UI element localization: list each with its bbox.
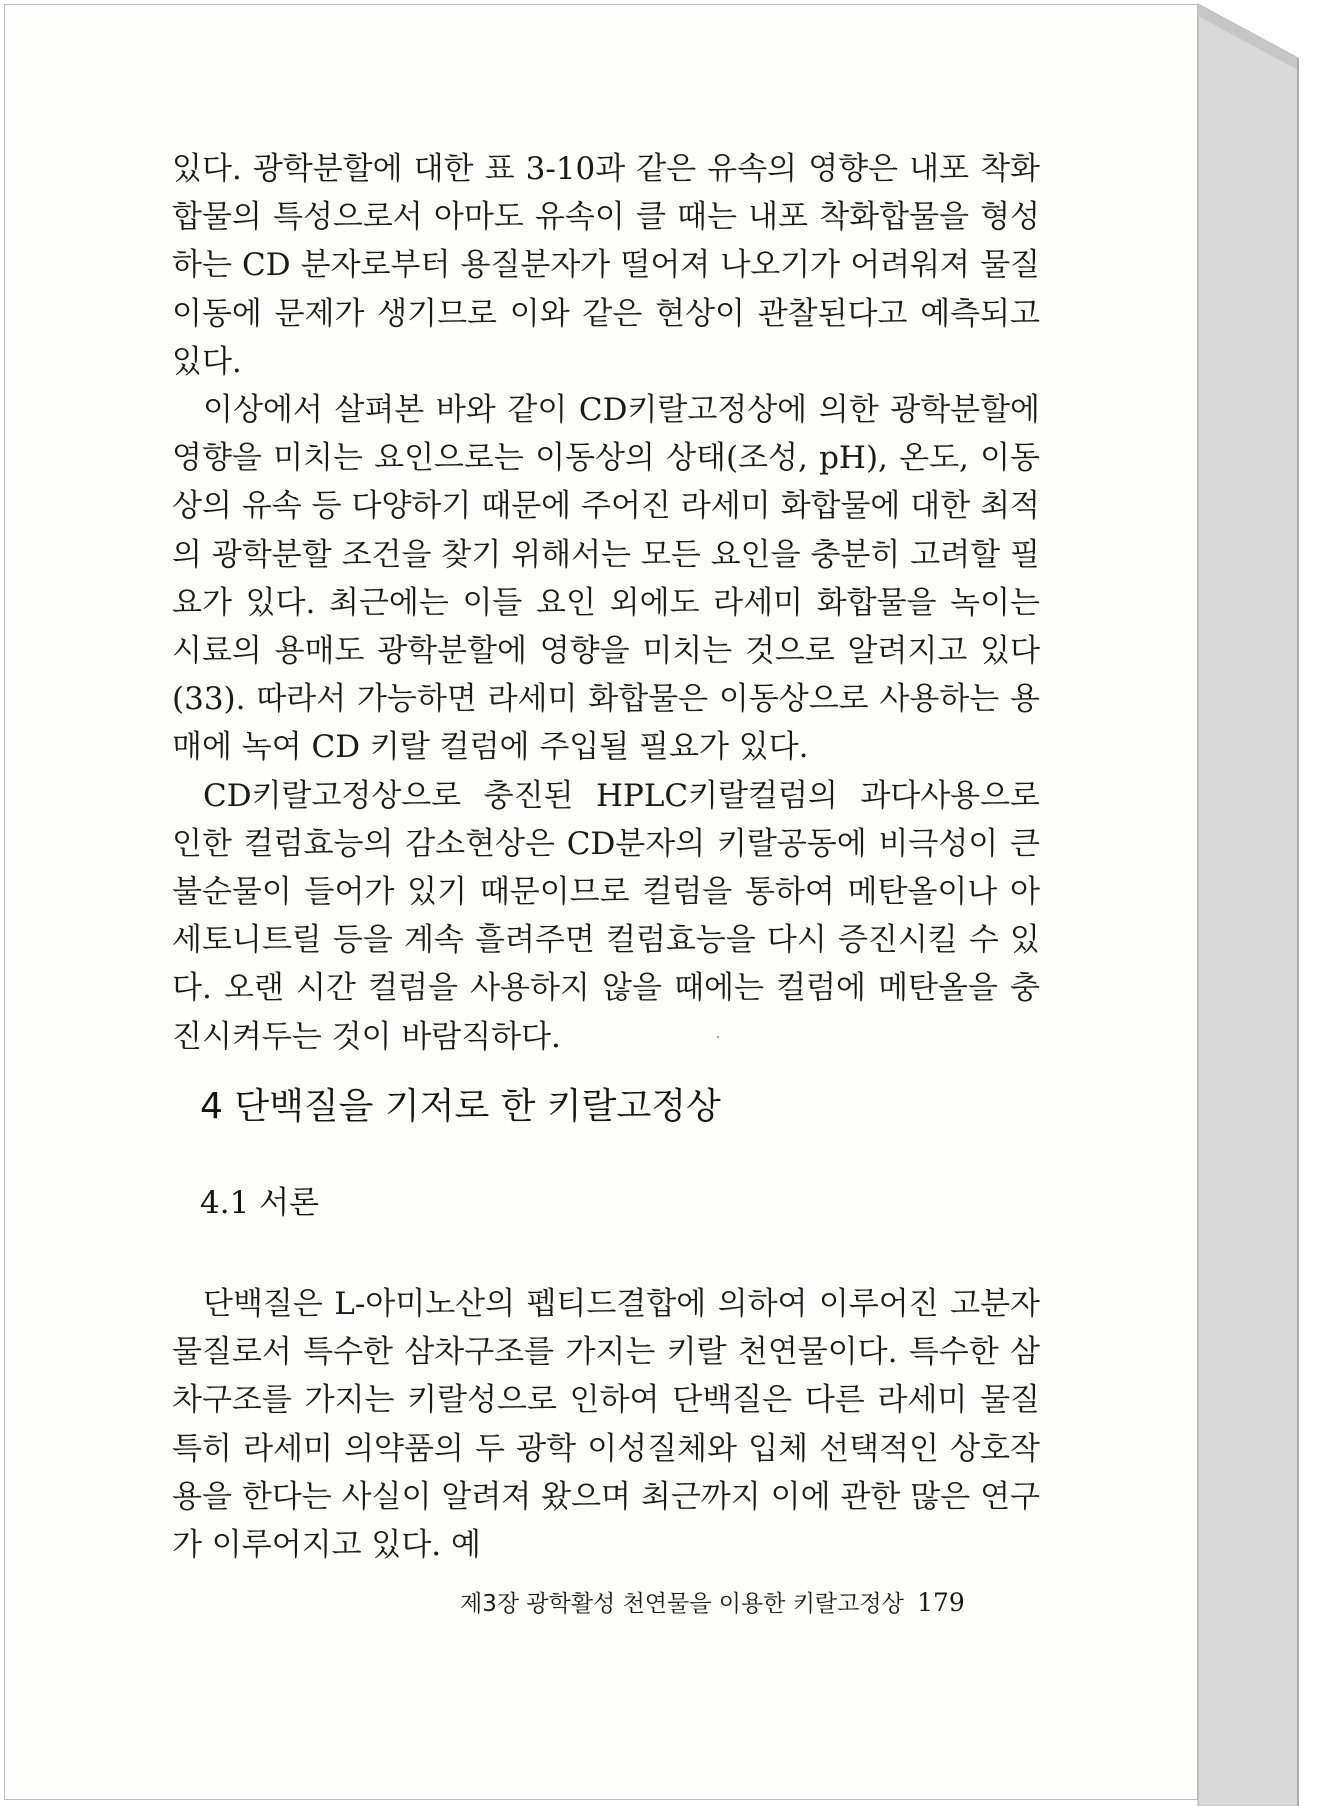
section-heading: 4 단백질을 기저로 한 키랄고정상 [200,1086,721,1127]
scan-speck [717,1036,719,1038]
paragraph-2: 이상에서 살펴본 바와 같이 CD키랄고정상에 의한 광학분할에 영향을 미치는 요인으로는 이동상의 상태(조성, pH), 온도, 이동상의 유속 등 다양하기 때문에 주어진 라세미 화합물에 대한 최적의 광학분할 조건을 찾기 위해서는 모든 요인을 충분히 고려할 필요가 있다. 최근에는 이들 요인 외에도 라세미 화합물을 녹이는 시료의 용매도 광학분할에 영향을 미치는 것으로 알려지고 있다(33). 따라서 가능하면 라세미 화합물은 이동상으로 사용하는 용매에 녹여 CD 키랄 컬럼에 주입될 필요가 있다. [172,392,1040,766]
body-text-top [172,145,1040,1061]
page-footer [460,1585,965,1618]
paragraph-1: 있다. 광학분할에 대한 표 3-10과 같은 유속의 영향은 내포 착화합물의 특성으로서 아마도 유속이 클 때는 내포 착화합물을 형성하는 CD 분자로부터 용질분자가 떨어져 나오기가 어려워져 물질이동에 문제가 생기므로 이와 같은 현상이 관찰된다고 예측되고 있다. [172,151,1040,380]
paragraph-3: CD키랄고정상으로 충진된 HPLC키랄컬럼의 과다사용으로 인한 컬럼효능의 감소현상은 CD분자의 키랄공동에 비극성이 큰 불순물이 들어가 있기 때문이므로 컬럼을 통하여 메탄올이나 아세토니트릴 등을 계속 흘려주면 컬럼효능을 다시 증진시킬 수 있다. 오랜 시간 컬럼을 사용하지 않을 때에는 컬럼에 메탄올을 충진시켜두는 것이 바람직하다. [172,777,1040,1055]
running-footer: 제3장 광학활성 천연물을 이용한 키랄고정상 [460,1591,904,1617]
page-number: 179 [917,1588,965,1617]
subsection-heading: 4.1 서론 [200,1185,320,1221]
paragraph-4: 단백질은 L-아미노산의 펩티드결합에 의하여 이루어진 고분자물질로서 특수한 삼차구조를 가지는 키랄 천연물이다. 특수한 삼차구조를 가지는 키랄성으로 인하여 단백질은 다른 라세미 물질 특히 라세미 의약품의 두 광학 이성질체와 입체 선택적인 상호작용을 한다는 사실이 알려져 왔으며 최근까지 이에 관한 많은 연구가 이루어지고 있다. 예 [172,1286,1040,1564]
body-text-bottom [172,1280,1040,1569]
